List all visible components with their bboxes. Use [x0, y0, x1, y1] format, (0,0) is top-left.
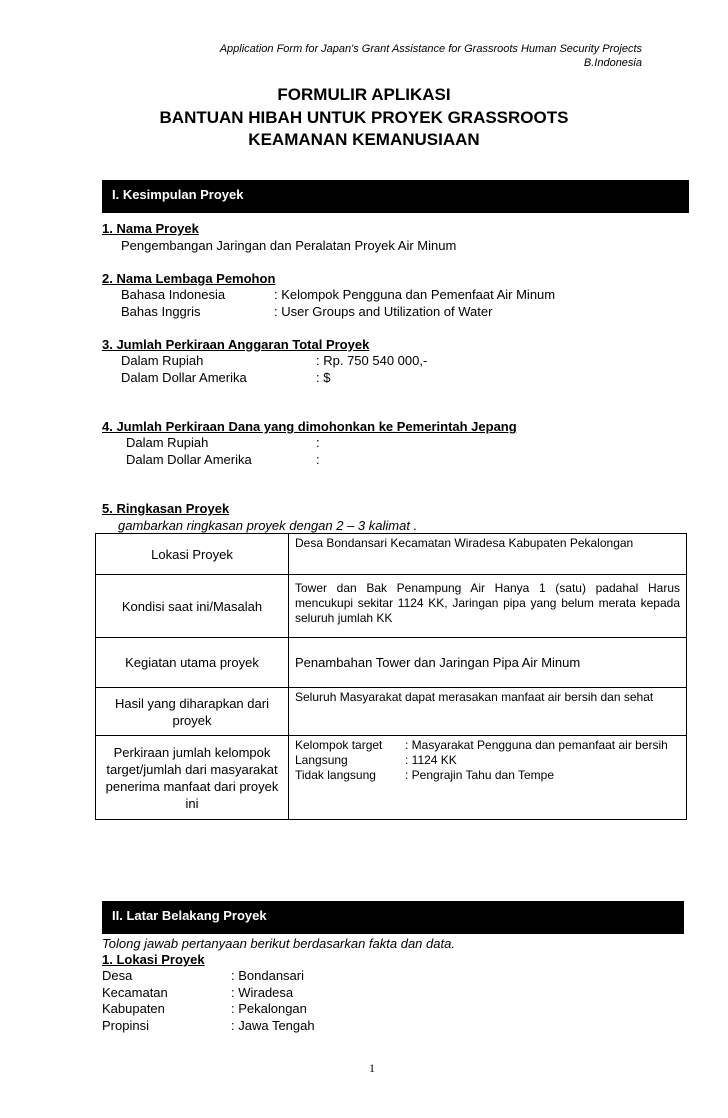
budget-currency-key: Dalam Dollar Amerika	[121, 370, 247, 385]
location-field-key: Kecamatan	[102, 985, 168, 1000]
running-header-language: B.Indonesia	[583, 57, 642, 69]
form-subtitle-2: KEAMANAN KEMANUSIAAN	[248, 130, 480, 149]
location-field-value: : Bondansari	[231, 968, 304, 983]
beneficiary-value: : Pengrajin Tahu dan Tempe	[405, 768, 554, 782]
expected-result-label: Hasil yang diharapkan dari proyek	[96, 688, 289, 736]
beneficiary-entry	[295, 738, 680, 753]
budget-currency-value: : Rp. 750 540 000,-	[316, 353, 428, 368]
location-field-key: Propinsi	[102, 1018, 149, 1033]
location-field-value: : Wiradesa	[231, 985, 294, 1000]
main-activity-label: Kegiatan utama proyek	[96, 638, 289, 688]
expected-result-value: Seluruh Masyarakat dapat merasakan manfaat air bersih dan sehat	[289, 688, 687, 736]
section-1-title: I. Kesimpulan Proyek	[112, 187, 244, 202]
project-summary-label: 5. Ringkasan Proyek	[102, 501, 230, 516]
table-row	[96, 736, 687, 820]
applicant-lang-key: Bahasa Indonesia	[121, 287, 226, 302]
location-field-key: Desa	[102, 968, 133, 983]
section-1-header	[102, 180, 689, 213]
requested-funds-label: 4. Jumlah Perkiraan Dana yang dimohonkan ke Pemerintah Jepang	[102, 419, 517, 434]
section-2-header	[102, 901, 684, 934]
project-summary-hint: gambarkan ringkasan proyek dengan 2 – 3 kalimat .	[118, 518, 418, 533]
beneficiary-entry	[295, 753, 680, 768]
applicant-lang-value: : User Groups and Utilization of Water	[274, 304, 493, 319]
main-activity-value: Penambahan Tower dan Jaringan Pipa Air Minum	[289, 638, 687, 688]
running-header: Application Form for Japan's Grant Assistance for Grassroots Human Security Projects	[219, 43, 642, 55]
applicant-lang-key: Bahas Inggris	[121, 304, 201, 319]
form-subtitle: BANTUAN HIBAH UNTUK PROYEK GRASSROOTS	[159, 108, 569, 127]
table-row	[96, 638, 687, 688]
page-number: 1	[369, 1061, 375, 1075]
budget-currency-key: Dalam Rupiah	[121, 353, 204, 368]
requested-currency-value: :	[316, 452, 320, 467]
requested-currency-key: Dalam Dollar Amerika	[126, 452, 252, 467]
beneficiary-entry	[295, 768, 680, 783]
location-field-value: : Pekalongan	[231, 1001, 307, 1016]
beneficiaries-value	[289, 736, 687, 820]
section-2-title: II. Latar Belakang Proyek	[112, 908, 267, 923]
location-value: Desa Bondansari Kecamatan Wiradesa Kabupaten Pekalongan	[289, 534, 687, 575]
beneficiary-key: Kelompok target	[295, 738, 383, 752]
table-row	[96, 575, 687, 638]
beneficiary-key: Langsung	[295, 753, 348, 767]
project-name-label: 1. Nama Proyek	[102, 221, 199, 236]
form-title: FORMULIR APLIKASI	[277, 85, 451, 104]
location-label: Lokasi Proyek	[96, 534, 289, 575]
table-row	[96, 534, 687, 575]
applicant-name-label: 2. Nama Lembaga Pemohon	[102, 271, 276, 286]
budget-currency-value: : $	[316, 370, 331, 385]
beneficiary-value: : Masyarakat Pengguna dan pemanfaat air bersih	[405, 738, 668, 752]
project-name-value: Pengembangan Jaringan dan Peralatan Proyek Air Minum	[121, 238, 457, 253]
total-budget-label: 3. Jumlah Perkiraan Anggaran Total Proyek	[102, 337, 370, 352]
location-field-key: Kabupaten	[102, 1001, 165, 1016]
condition-label: Kondisi saat ini/Masalah	[96, 575, 289, 638]
project-summary-table	[95, 533, 687, 820]
requested-currency-value: :	[316, 435, 320, 450]
condition-value: Tower dan Bak Penampung Air Hanya 1 (satu) padahal Harus mencukupi sekitar 1124 KK, Jaringan pipa yang belum merata kepada seluruh jumlah KK	[289, 575, 687, 638]
beneficiary-value: : 1124 KK	[405, 753, 457, 767]
table-row	[96, 688, 687, 736]
section-2-intro: Tolong jawab pertanyaan berikut berdasarkan fakta dan data.	[102, 936, 455, 951]
location-field-value: : Jawa Tengah	[231, 1018, 315, 1033]
project-location-label: 1. Lokasi Proyek	[102, 952, 205, 967]
beneficiaries-label: Perkiraan jumlah kelompok target/jumlah dari masyarakat penerima manfaat dari proyek ini	[96, 736, 289, 820]
requested-currency-key: Dalam Rupiah	[126, 435, 209, 450]
applicant-lang-value: : Kelompok Pengguna dan Pemenfaat Air Minum	[274, 287, 556, 302]
beneficiary-key: Tidak langsung	[295, 768, 376, 782]
